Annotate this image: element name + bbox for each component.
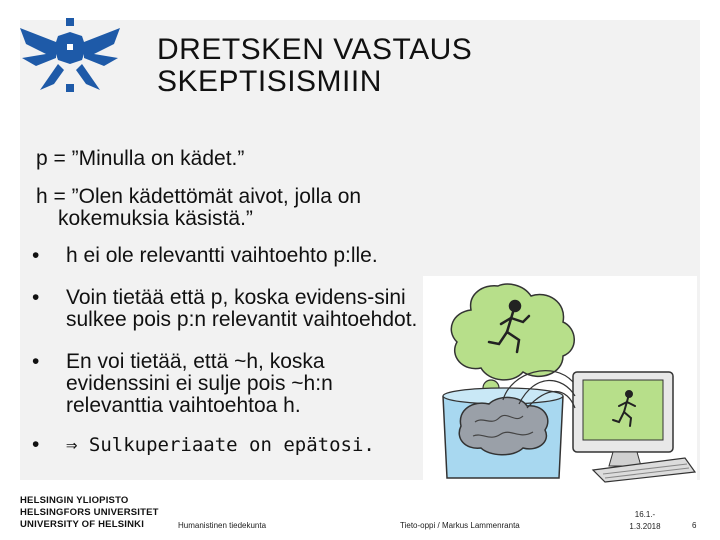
bullet-text: h ei ole relevantti vaihtoehto p:lle.	[66, 244, 378, 267]
brain-in-vat-illustration	[423, 276, 697, 484]
university-name-sv: HELSINGFORS UNIVERSITET	[20, 507, 159, 518]
proposition-p: p = ”Minulla on kädet.”	[36, 147, 245, 170]
list-item	[32, 245, 427, 267]
university-logo-icon	[16, 14, 134, 100]
list-item	[32, 434, 427, 456]
bullet-icon: •	[32, 433, 40, 456]
date-line-2: 1.3.2018	[629, 522, 661, 531]
brain-icon	[459, 397, 548, 454]
computer-monitor-icon	[573, 372, 673, 466]
university-name-fi: HELSINGIN YLIOPISTO	[20, 495, 129, 506]
bullet-icon: •	[32, 244, 40, 267]
hypothesis-line-2: kokemuksia käsistä.”	[58, 207, 253, 230]
title-line-1: DRETSKEN VASTAUS	[157, 33, 473, 66]
bullet-icon: •	[32, 286, 40, 309]
bullet-text: En voi tietää, että ~h, koska evidenssini ei sulje pois ~h:n relevanttia vaihtoehtoa h.	[66, 350, 333, 417]
page-number: 6	[692, 521, 697, 530]
title-line-2: SKEPTISISMIIN	[157, 65, 382, 98]
page-title	[157, 34, 472, 98]
course-label: Tieto-oppi / Markus Lammenranta	[400, 521, 520, 530]
faculty-label: Humanistinen tiedekunta	[178, 521, 267, 530]
list-item	[32, 287, 427, 331]
bullet-text: Voin tietää että p, koska evidens-sini sulkee pois p:n relevantit vaihtoehdot.	[66, 286, 418, 331]
date-label	[620, 509, 670, 533]
date-line-1: 16.1.-	[634, 510, 656, 519]
bullet-list	[32, 245, 427, 456]
hypothesis-h	[36, 186, 416, 230]
list-item	[32, 351, 427, 417]
hypothesis-line-1: h = ”Olen kädettömät aivot, jolla on	[36, 185, 362, 208]
university-name	[20, 495, 159, 531]
bullet-icon: •	[32, 350, 40, 373]
bullet-text: ⇒ Sulkuperiaate on epätosi.	[66, 434, 375, 456]
university-name-en: UNIVERSITY OF HELSINKI	[20, 519, 145, 530]
